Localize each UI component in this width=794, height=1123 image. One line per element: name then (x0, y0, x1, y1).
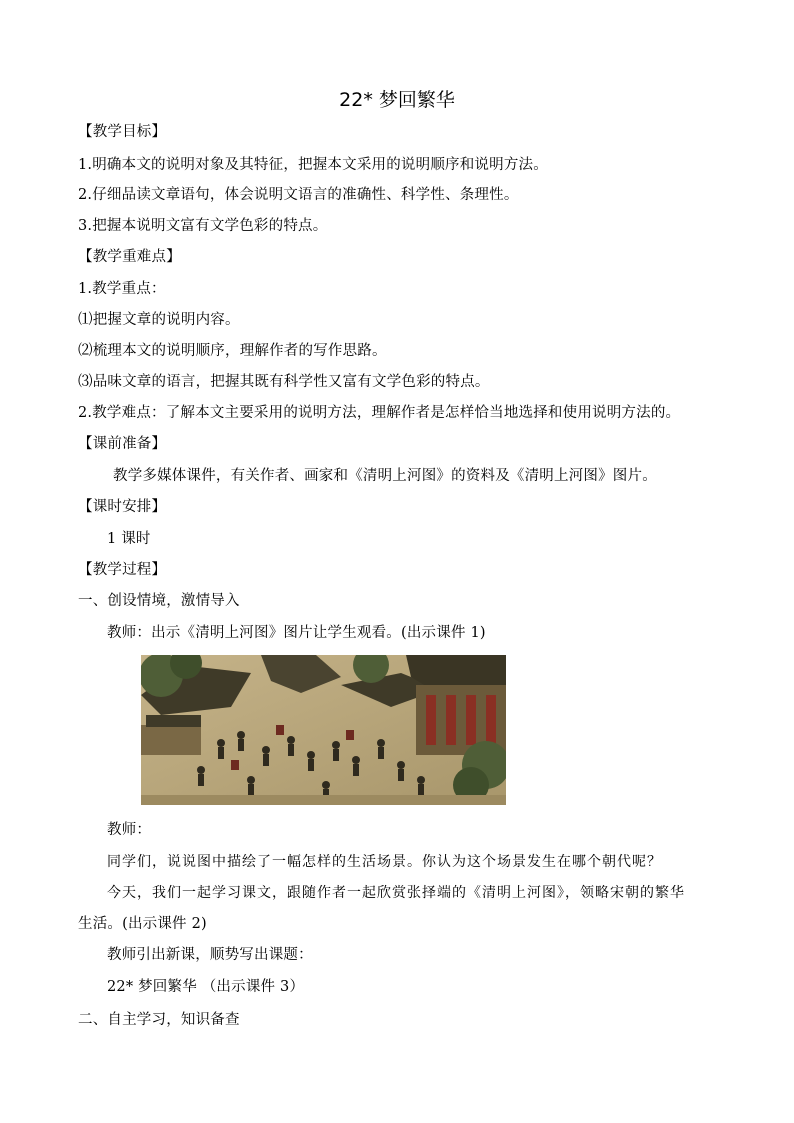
objective-2: 2.仔细品读文章语句，体会说明文语言的准确性、科学性、条理性。 (78, 187, 519, 203)
objectives-heading: 【教学目标】 (78, 124, 167, 140)
objective-3: 3.把握本说明文富有文学色彩的特点。 (78, 218, 328, 234)
key-item-3: ⑶品味文章的语言，把握其既有科学性又富有文学色彩的特点。 (78, 374, 490, 390)
key-label: 1.教学重点： (78, 281, 166, 297)
lead-in-text: 教师引出新课，顺势写出课题： (107, 947, 313, 963)
process-heading: 【教学过程】 (78, 562, 167, 578)
prep-heading: 【课前准备】 (78, 436, 167, 452)
keypoints-heading: 【教学重难点】 (78, 249, 181, 265)
step1-title: 一、创设情境，激情导入 (78, 593, 240, 609)
difficulty-text: 2.教学难点：了解本文主要采用的说明方法，理解作者是怎样恰当地选择和使用说明方法的。 (78, 405, 681, 421)
paragraph-2-line-1: 今天，我们一起学习课文，跟随作者一起欣赏张择端的《清明上河图》，领略宋朝的繁华 (107, 885, 685, 901)
key-item-1: ⑴把握文章的说明内容。 (78, 312, 240, 328)
schedule-heading: 【课时安排】 (78, 499, 167, 515)
prep-text: 教学多媒体课件，有关作者、画家和《清明上河图》的资料及《清明上河图》图片。 (113, 468, 657, 484)
paragraph-2-line-2: 生活。(出示课件 2) (78, 916, 207, 932)
course-title-text: 22* 梦回繁华 （出示课件 3） (107, 979, 305, 995)
qingming-painting-image (141, 655, 506, 805)
paragraph-1: 同学们，说说图中描绘了一幅怎样的生活场景。你认为这个场景发生在哪个朝代呢？ (107, 854, 662, 870)
schedule-text: 1 课时 (107, 531, 151, 547)
objective-1: 1.明确本文的说明对象及其特征，把握本文采用的说明顺序和说明方法。 (78, 157, 548, 173)
step2-title: 二、自主学习，知识备查 (78, 1012, 240, 1028)
page-title: 22* 梦回繁华 (339, 89, 455, 111)
teacher-label: 教师： (107, 822, 152, 838)
teacher-show-text: 教师：出示《清明上河图》图片让学生观看。(出示课件 1) (107, 625, 486, 641)
key-item-2: ⑵梳理本文的说明顺序，理解作者的写作思路。 (78, 343, 387, 359)
